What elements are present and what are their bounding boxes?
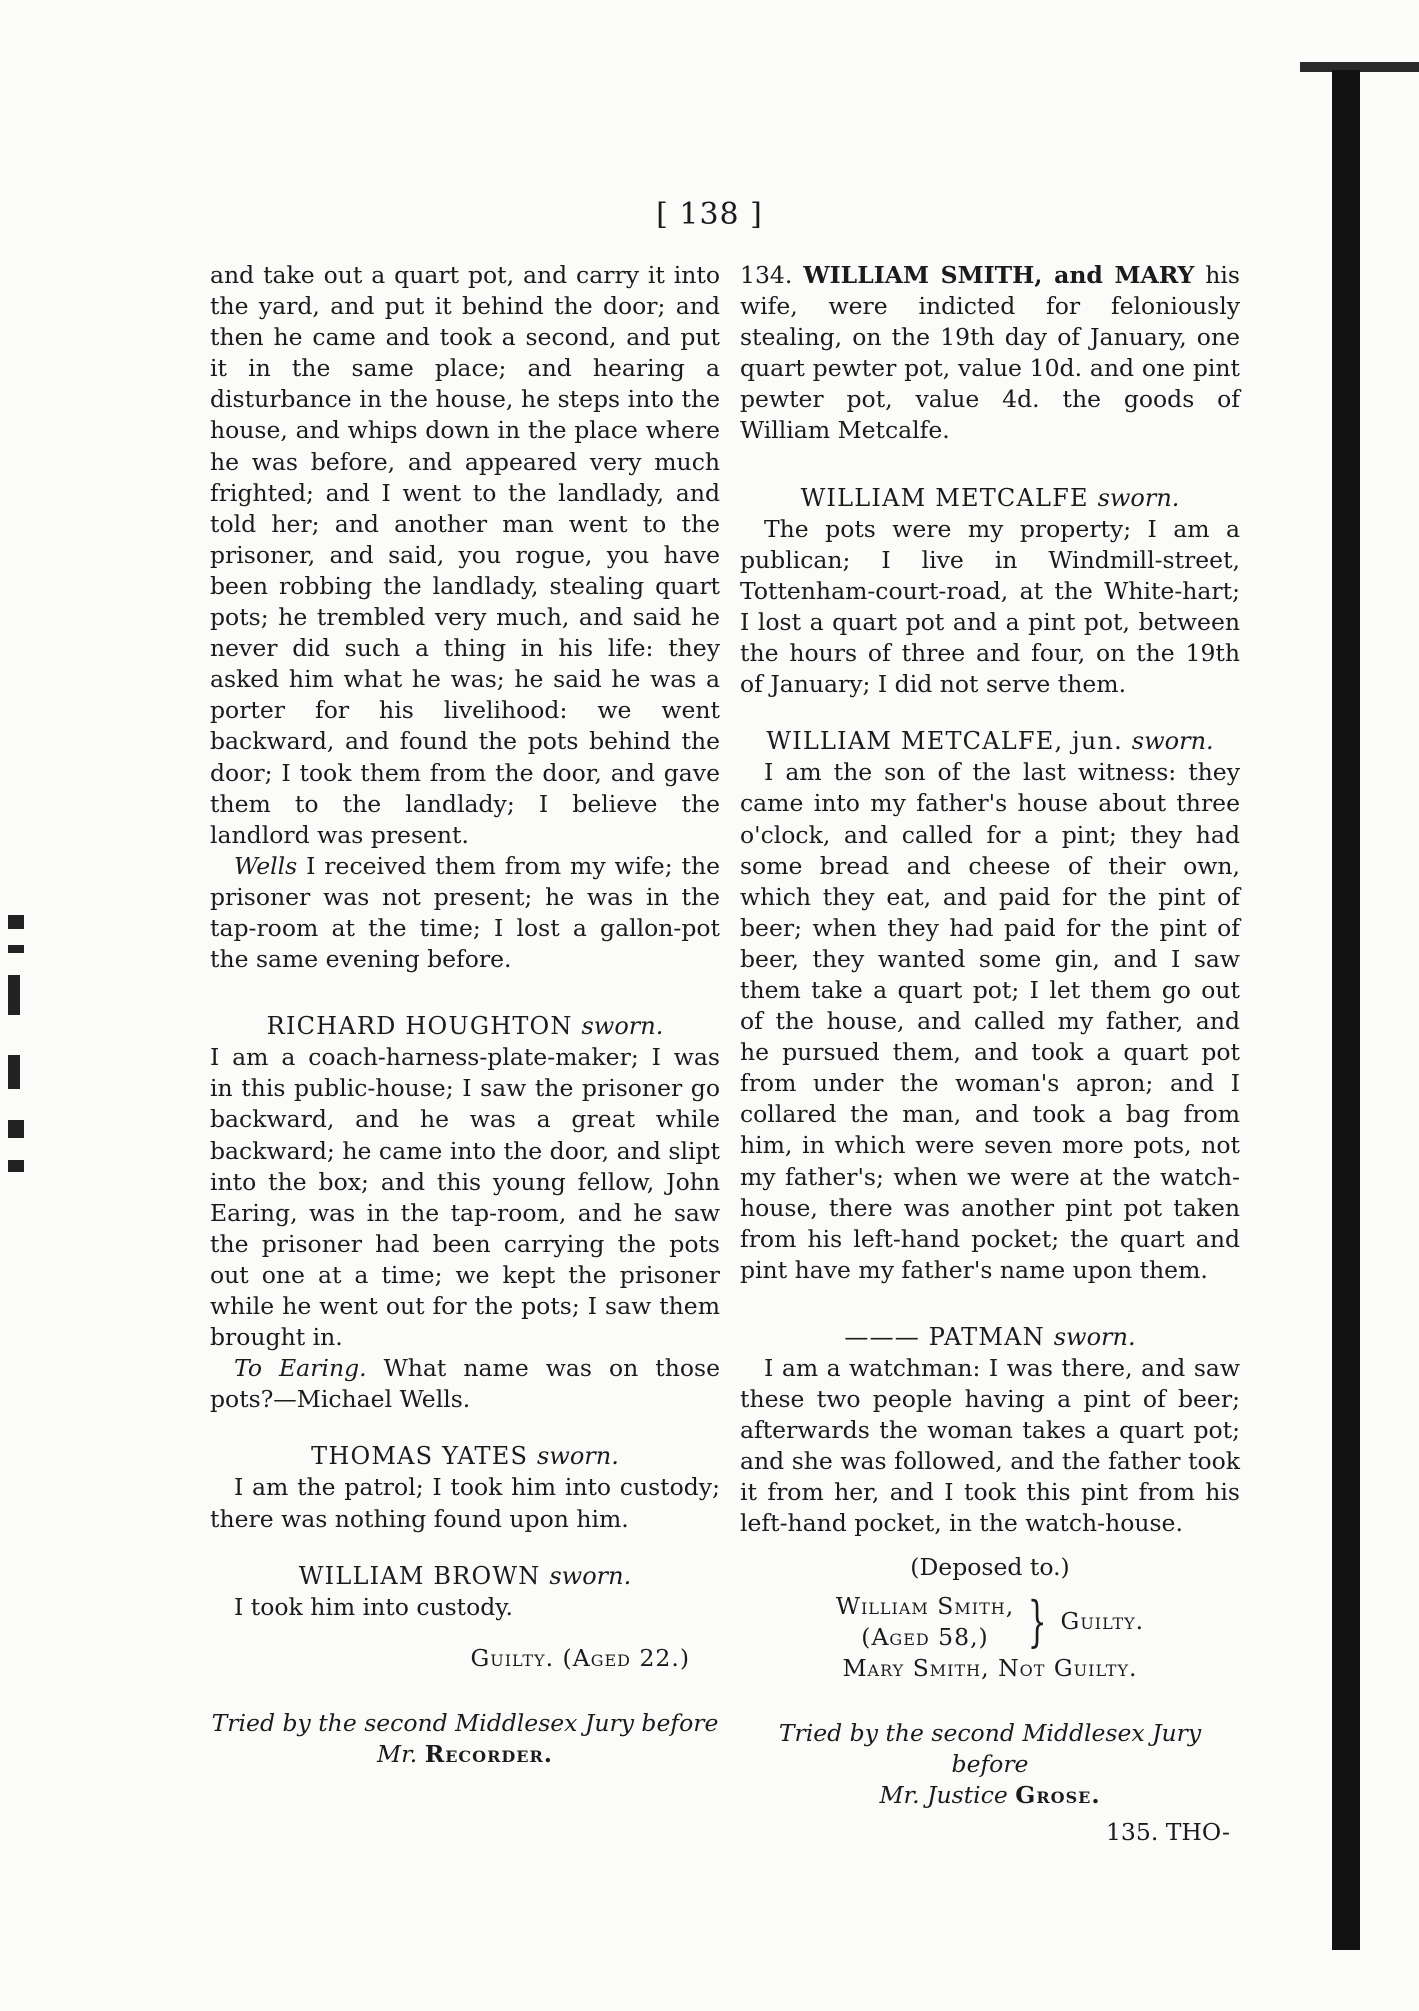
witness-heading: [740, 726, 1240, 757]
witness-name: ——— PATMAN: [844, 1322, 1045, 1351]
paragraph: I am the patrol; I took him into custody; there was nothing found upon him.: [210, 1473, 720, 1533]
verdict-second: Mary Smith, Not Guilty.: [842, 1653, 1138, 1682]
jury-note: [210, 1708, 720, 1770]
verdict: Guilty.: [1060, 1607, 1145, 1636]
witness-heading: [740, 483, 1240, 514]
sworn-label: sworn.: [1131, 727, 1214, 756]
paragraph: The pots were my property; I am a publican; I live in Windmill-street, Tottenham-court-road, at the White-hart; I lost a quart pot and a pint pot, between the hours of three and four, on the 19th of January; I did not serve them.: [740, 514, 1240, 699]
jury-note-title: Mr. Justice: [879, 1781, 1008, 1810]
case-number: 134.: [740, 261, 793, 289]
verdict: Guilty. (Aged 22.): [470, 1643, 690, 1672]
sworn-label: sworn.: [1097, 483, 1180, 512]
deposed-note: (Deposed to.): [910, 1552, 1070, 1581]
paragraph: I am a coach-harness-plate-maker; I was in this public-house; I saw the prisoner go backward, and he was a great while backward; he came into the door, and slipt into the box; and this young fellow, John Earing, was in the tap-room, and he saw the prisoner had been carrying the pots out one at a time; we kept the prisoner while he went out for the pots; I saw them brought in.: [210, 1043, 720, 1352]
right-column: [740, 260, 1240, 1848]
verdict-block: [740, 1591, 1240, 1653]
scan-margin-mark: [8, 1055, 20, 1089]
witness-name: WILLIAM BROWN: [298, 1561, 541, 1590]
left-column: [210, 260, 720, 1770]
witness-name: WILLIAM METCALFE, jun.: [766, 727, 1123, 756]
sworn-label: sworn.: [549, 1561, 632, 1590]
jury-note-title: Mr.: [377, 1740, 418, 1769]
paragraph: I took him into custody.: [234, 1592, 513, 1621]
scan-margin-mark: [8, 1160, 24, 1172]
jury-note-judge: Recorder.: [424, 1740, 553, 1769]
paragraph: [210, 851, 720, 975]
witness-heading: [210, 1011, 720, 1042]
case-defendants: WILLIAM SMITH, and MARY: [803, 261, 1195, 289]
sworn-label: sworn.: [581, 1012, 664, 1041]
defendant-name: William Smith,: [835, 1591, 1015, 1620]
brace-glyph: }: [1027, 1589, 1047, 1653]
scan-margin-mark: [8, 975, 20, 1015]
paragraph: I am the son of the last witness: they came into my father's house about three o'clock, and called for a pint; they had some bread and cheese of their own, which they eat, and paid for the pint of beer; when they had paid for the pint of beer, they wanted some gin, and I saw them take a quart pot; I let them go out of the house, and called my father, and he pursued them, and took a quart pot from under the woman's apron; and I collared the man, and took a bag from him, in which were seven more pots, not my father's; when we were at the watch-house, there was another pint pot taken from his left-hand pocket; the quart and pint have my father's name upon them.: [740, 758, 1240, 1284]
scan-margin-mark: [8, 945, 24, 953]
jury-note-line: [210, 1739, 720, 1770]
scan-margin-mark: [8, 1120, 24, 1138]
witness-heading: [740, 1322, 1240, 1353]
jury-note-line: Tried by the second Middlesex Jury before: [778, 1718, 1202, 1779]
sworn-label: sworn.: [536, 1442, 619, 1471]
sworn-label: sworn.: [1053, 1322, 1136, 1351]
catchword: 135. THO-: [1105, 1818, 1230, 1847]
speaker-label: Wells: [234, 851, 298, 880]
speaker-label: To Earing.: [234, 1354, 367, 1383]
case-heading: [740, 260, 1240, 447]
page-number: [ 138 ]: [656, 197, 763, 232]
jury-note-line: Tried by the second Middlesex Jury before: [211, 1708, 719, 1737]
witness-heading: [210, 1561, 720, 1592]
witness-name: WILLIAM METCALFE: [800, 483, 1089, 512]
indictment-text: his wife, were indicted for feloniously stealing, on the 19th day of January, one quart pewter pot, value 10d. and one pint pewter pot, value 4d. the goods of William Metcalfe.: [740, 261, 1240, 445]
jury-note-line: [740, 1780, 1240, 1811]
paragraph-text: What name was on those pots?—Michael Wells.: [210, 1354, 720, 1414]
jury-note-judge: Grose.: [1015, 1781, 1101, 1810]
paragraph: I am a watchman: I was there, and saw these two people having a pint of beer; afterwards the woman takes a quart pot; and she was followed, and the father took it from her, and I took this pint from his left-hand pocket, in the watch-house.: [740, 1354, 1240, 1538]
witness-name: RICHARD HOUGHTON: [266, 1012, 573, 1041]
verdict-names: [836, 1591, 1014, 1653]
paragraph: and take out a quart pot, and carry it into the yard, and put it behind the door; and then he came and took a second, and put it in the same place; and hearing a disturbance in the house, he steps into the house, and whips down in the place where he was before, and appeared very much frighted; and I went to the landlady, and told her; and another man went to the prisoner, and said, you rogue, you have been robbing the landlady, stealing quart pots; he trembled very much, and said he never did such a thing in his life: they asked him what he was; he said he was a porter for his livelihood: we went backward, and found the pots behind the door; I took them from the door, and gave them to the landlady; I believe the landlord was present.: [210, 261, 720, 849]
paragraph-text: I received them from my wife; the prisoner was not present; he was in the tap-room at the time; I lost a gallon-pot the same evening before.: [210, 851, 720, 974]
book-spine-shadow: [1332, 70, 1360, 1950]
witness-heading: [210, 1441, 720, 1472]
paragraph: [210, 1353, 720, 1415]
defendant-age: (Aged 58,): [861, 1622, 989, 1651]
scan-margin-mark: [8, 915, 24, 929]
jury-note: [740, 1718, 1240, 1811]
witness-name: THOMAS YATES: [311, 1442, 529, 1471]
